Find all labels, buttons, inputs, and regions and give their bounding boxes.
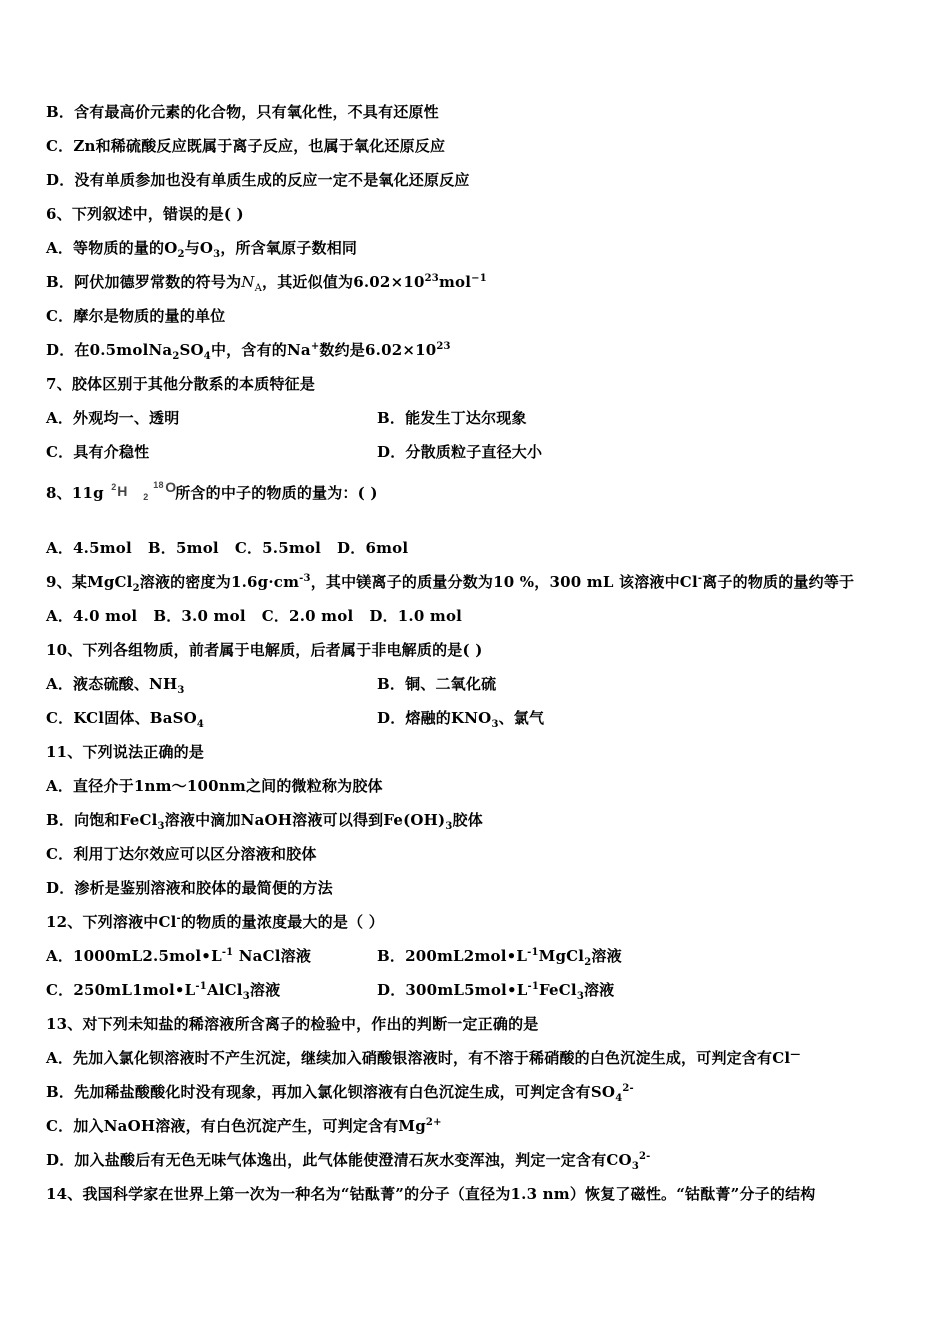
q7-stem: 7、胶体区别于其他分散系的本质特征是 [46,375,316,393]
q7-option-d: D．分散质粒子直径大小 [377,443,543,461]
heavy-water-formula-image: 2 H 2 18 O [111,479,177,502]
q8-option-d: D．6mol [337,539,409,557]
q8-option-b: B．5mol [147,539,219,557]
q10-option-b: B．铜、二氧化硫 [377,675,497,693]
q6-option-d: D．在$0.5molNa_2SO_4$中，含有的Na+数约是$6.02\times 10^{23}$ [46,341,451,362]
q8-stem: 8、11g 2 H 2 18 O 所含的中子的物质的量为：( ) [46,479,378,502]
q10-row-ab [46,674,497,696]
q13-option-c: C．加入NaOH溶液，有白色沉淀产生，可判定含有$Mg^{2+}$ [46,1117,442,1135]
q11-option-a: A．直径介于1nm～100nm之间的微粒称为胶体 [46,777,383,795]
q9-option-d: D．1.0 mol [369,607,463,625]
q9-options [46,606,478,626]
q10-stem: 10、下列各组物质，前者属于电解质，后者属于非电解质的是( ) [46,641,483,659]
q11-option-d: D．渗析是鉴别溶液和胶体的最简便的方法 [46,879,333,897]
q5-option-d: D．没有单质参加也没有单质生成的反应一定不是氧化还原反应 [46,171,470,189]
q12-option-c: C．$250mL1mol•L^{-1}AlCl_3$溶液 [46,981,281,1002]
q11-option-c: C．利用丁达尔效应可以区分溶液和胶体 [46,845,317,863]
q8-option-a: A．4.5mol [46,539,132,557]
q7-option-a: A．外观均一、透明 [46,409,180,427]
q10-option-c: C．KCl固体、BaSO$_4$ [46,709,205,730]
q12-row-cd [46,980,615,1002]
q12-option-d: D．$300mL5mol•L^{-1}FeCl_3$溶液 [377,981,615,1002]
q10-option-a: A．液态硫酸、$NH_3$ [46,675,185,696]
q12-option-b: B．$200mL2mol•L^{-1}MgCl_2$溶液 [377,947,622,968]
q10-row-cd [46,708,545,730]
q13-option-b: B．先加稀盐酸酸化时没有现象，再加入氯化钡溶液有白色沉淀生成，可判定含有$SO_4^{2-}$ [46,1083,634,1104]
q12-option-a: A．$1000mL2.5mol•L^{-1}$ NaCl溶液 [46,947,312,965]
q6-option-b: B．阿伏加德罗常数的符号为$N_A$，其近似值为$6.02\times 10^{23}mol^{-1}$ [46,273,487,294]
q11-option-b: B．向饱和FeCl$_3$溶液中滴加NaOH溶液可以得到$Fe(OH)_3$胶体 [46,811,483,832]
q7-option-b: B．能发生丁达尔现象 [377,409,527,427]
q9-option-c: C．2.0 mol [261,607,354,625]
q8-options [46,538,424,558]
q5-option-c: C．Zn和稀硫酸反应既属于离子反应，也属于氧化还原反应 [46,137,446,155]
q9-option-a: A．4.0 mol [46,607,138,625]
q9-option-b: B．3.0 mol [153,607,246,625]
q7-option-c: C．具有介稳性 [46,443,150,461]
q12-stem: 12、下列溶液中Cl-的物质的量浓度最大的是（ ） [46,913,384,931]
q9-stem: 9、某MgCl$_2$溶液的密度为$1.6g\cdot cm^{-3}$，其中镁离子的质量分数为10 %，300 mL 该溶液中Cl-离子的物质的量约等于 [46,573,855,594]
q12-row-ab [46,946,622,968]
q8-option-c: C．5.5mol [234,539,322,557]
q7-row-ab [46,408,527,428]
q6-option-c: C．摩尔是物质的量的单位 [46,307,226,325]
q10-option-d: D．熔融的$KNO_3$、氯气 [377,709,545,730]
q6-stem: 6、下列叙述中，错误的是( ) [46,205,244,223]
q13-stem: 13、对下列未知盐的稀溶液所含离子的检验中，作出的判断一定正确的是 [46,1015,539,1033]
q6-option-a: A．等物质的量的$O_2$与$O_3$，所含氧原子数相同 [46,239,358,260]
q13-option-a: A．先加入氯化钡溶液时不产生沉淀，继续加入硝酸银溶液时，有不溶于稀硝酸的白色沉淀生成，可判定含有Cl— [46,1049,801,1067]
q5-option-b: B．含有最高价元素的化合物，只有氧化性，不具有还原性 [46,103,439,121]
q14-stem: 14、我国科学家在世界上第一次为一种名为“钴酞菁”的分子（直径为1.3 nm）恢复了磁性。“钴酞菁”分子的结构 [46,1185,816,1203]
q11-stem: 11、下列说法正确的是 [46,743,205,761]
q7-row-cd [46,442,543,462]
q13-option-d: D．加入盐酸后有无色无味气体逸出，此气体能使澄清石灰水变浑浊，判定一定含有$CO_3^{2-}$ [46,1151,651,1172]
